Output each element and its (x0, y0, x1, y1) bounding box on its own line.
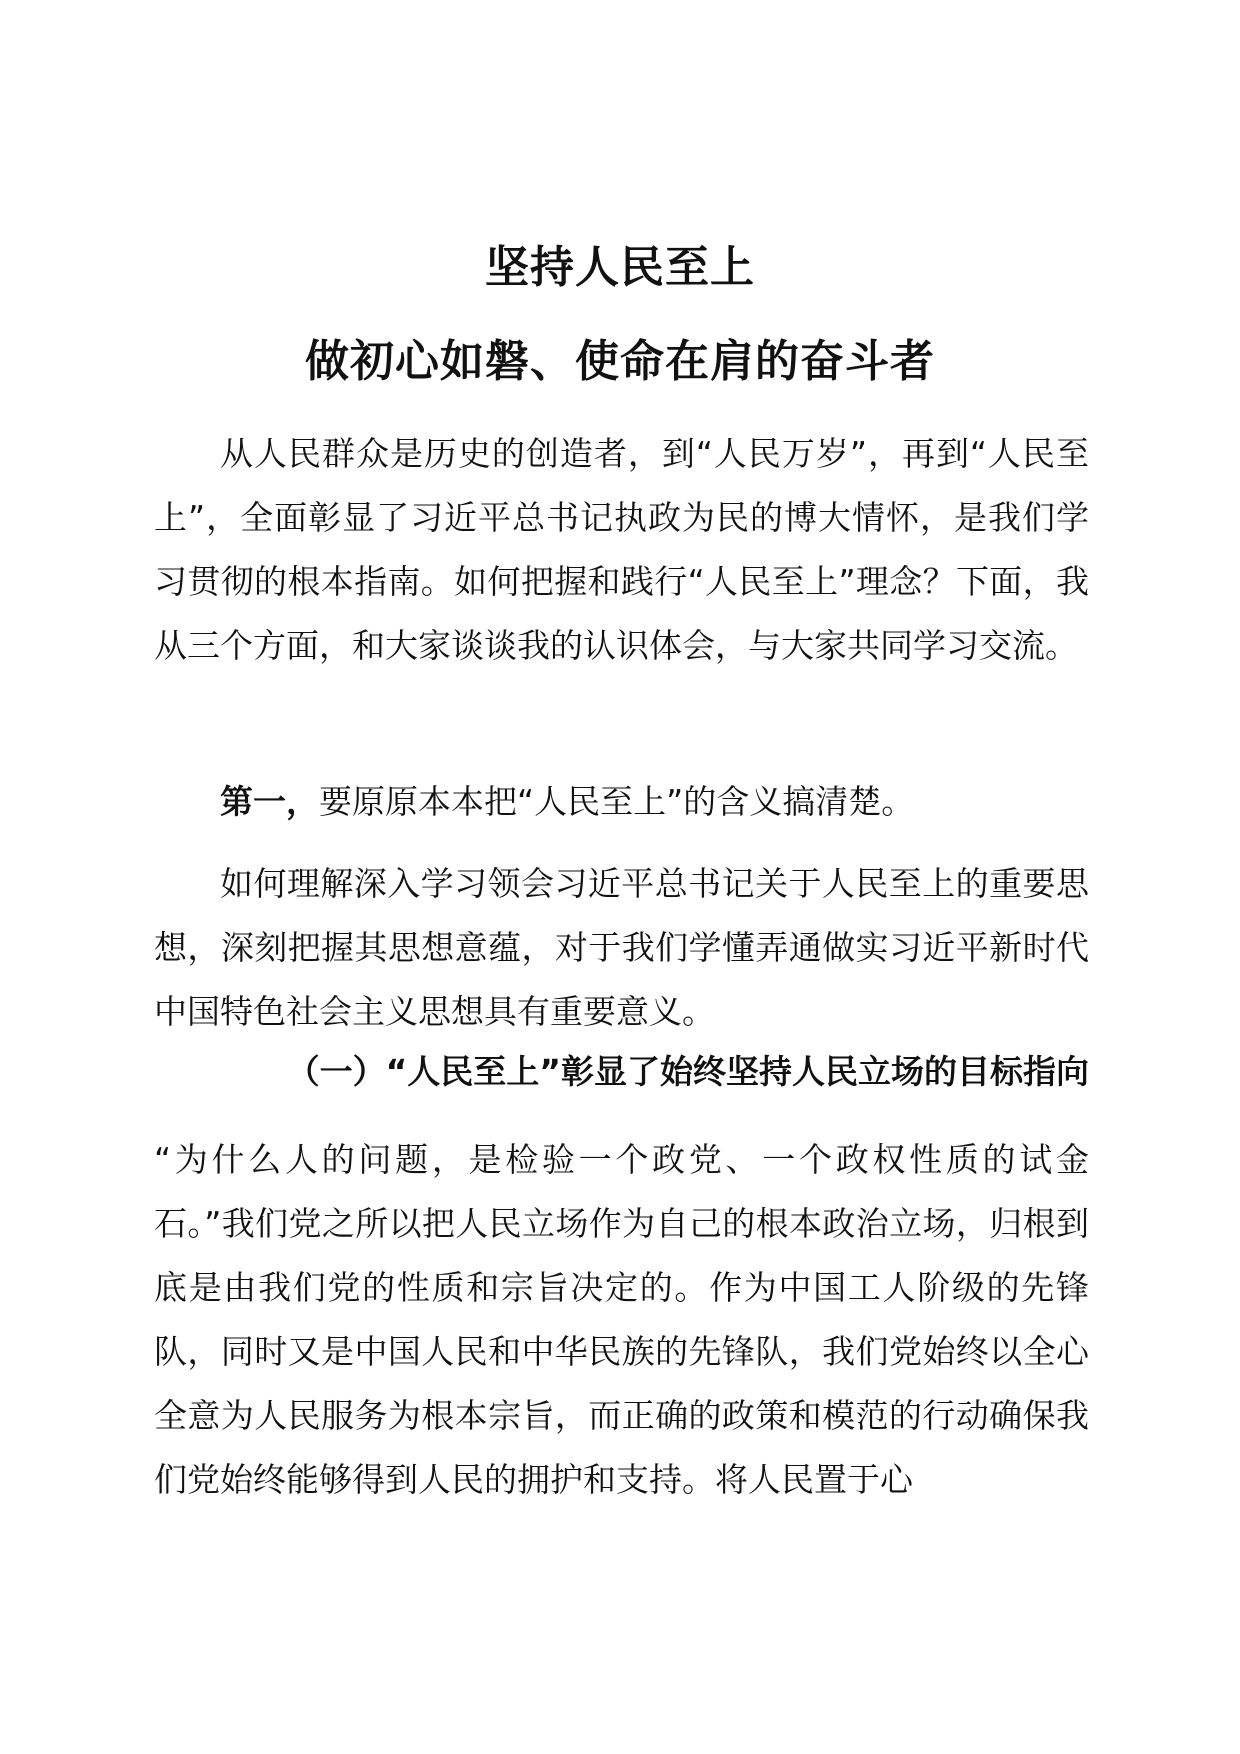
section-body-paragraph: “为什么人的问题，是检验一个政党、一个政权性质的试金石。”我们党之所以把人民立场作为自己的根本政治立场，归根到底是由我们党的性质和宗旨决定的。作为中国工人阶级的先锋队，同时又是中国人民和中华民族的先锋队，我们党始终以全心全意为人民服务为根本宗旨，而正确的政策和模范的行动确保我们党始终能够得到人民的拥护和支持。将人民置于心 (154, 1140, 1089, 1499)
section-heading: （一）“人民至上”彰显了始终坚持人民立场的目标指向 (286, 1052, 1089, 1091)
point-one-lead: 第一， (220, 782, 319, 821)
point-one-paragraph (154, 770, 1089, 834)
document-title: 坚持人民至上 (485, 242, 755, 293)
intro-paragraph: 从人民群众是历史的创造者，到“人民万岁”，再到“人民至上”，全面彰显了习近平总书记执政为民的博大情怀，是我们学习贯彻的根本指南。如何把握和践行“人民至上”理念？下面，我从三个方面，和大家谈谈我的认识体会，与大家共同学习交流。 (154, 434, 1089, 665)
document-subtitle: 做初心如磐、使命在肩的奋斗者 (305, 336, 935, 387)
point-one-text: 要原原本本把“人民至上”的含义搞清楚。 (319, 782, 915, 821)
explanation-paragraph: 如何理解深入学习领会习近平总书记关于人民至上的重要思想，深刻把握其思想意蕴，对于我们学懂弄通做实习近平新时代中国特色社会主义思想具有重要意义。 (154, 864, 1089, 1031)
